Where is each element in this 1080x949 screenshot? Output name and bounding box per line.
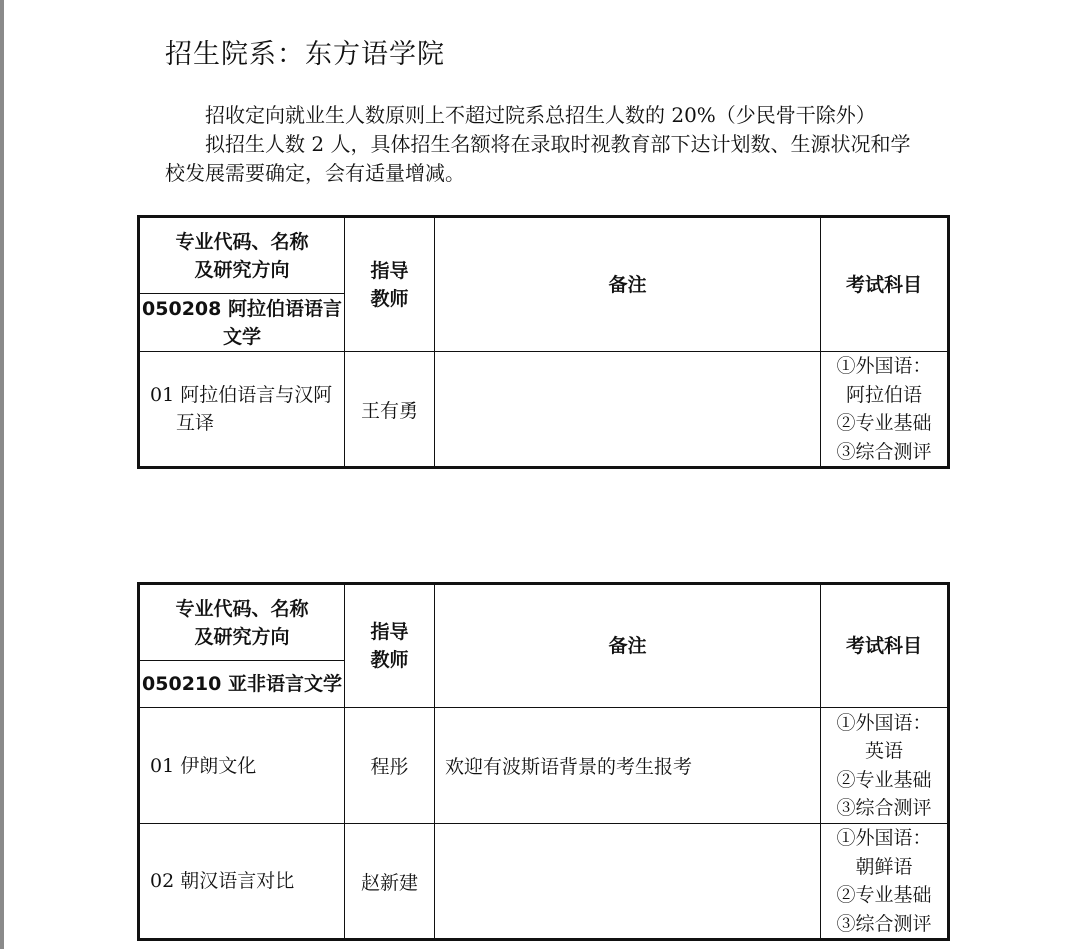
header-advisor: 指导 教师: [345, 584, 435, 708]
advisor-name: 程彤: [345, 708, 435, 824]
remarks-cell: [435, 352, 821, 468]
quota-note: 招收定向就业生人数原则上不超过院系总招生人数的 20%（少民骨干除外）: [205, 103, 876, 127]
page-title: 招生院系：东方语学院: [165, 39, 445, 70]
exam-subjects: ①外国语： 阿拉伯语 ②专业基础 ③综合测评: [821, 352, 949, 468]
table-row: [139, 824, 949, 940]
research-direction: 01 阿拉伯语言与汉阿 互译: [139, 352, 345, 468]
header-exam: 考试科目: [821, 217, 949, 352]
remarks-cell: [435, 824, 821, 940]
research-direction: 01 伊朗文化: [139, 708, 345, 824]
major-code: 050208 阿拉伯语语言 文学: [139, 294, 345, 352]
major-code: 050210 亚非语言文学: [139, 661, 345, 708]
program-table-asian-african: [137, 582, 950, 941]
exam-subjects: ①外国语： 英语 ②专业基础 ③综合测评: [821, 708, 949, 824]
table-row: [139, 708, 949, 824]
table-row: [139, 352, 949, 468]
program-table-arabic: [137, 215, 950, 469]
header-major: 专业代码、名称 及研究方向: [139, 217, 345, 294]
header-advisor: 指导 教师: [345, 217, 435, 352]
research-direction: 02 朝汉语言对比: [139, 824, 345, 940]
enrollment-note: 拟招生人数 2 人，具体招生名额将在录取时视教育部下达计划数、生源状况和学校发展需要确定，会有适量增减。: [165, 132, 911, 185]
page-edge: [0, 0, 4, 949]
header-remarks: 备注: [435, 217, 821, 352]
exam-subjects: ①外国语： 朝鲜语 ②专业基础 ③综合测评: [821, 824, 949, 940]
header-remarks: 备注: [435, 584, 821, 708]
header-exam: 考试科目: [821, 584, 949, 708]
advisor-name: 赵新建: [345, 824, 435, 940]
advisor-name: 王有勇: [345, 352, 435, 468]
header-major: 专业代码、名称 及研究方向: [139, 584, 345, 661]
remarks-cell: 欢迎有波斯语背景的考生报考: [435, 708, 821, 824]
